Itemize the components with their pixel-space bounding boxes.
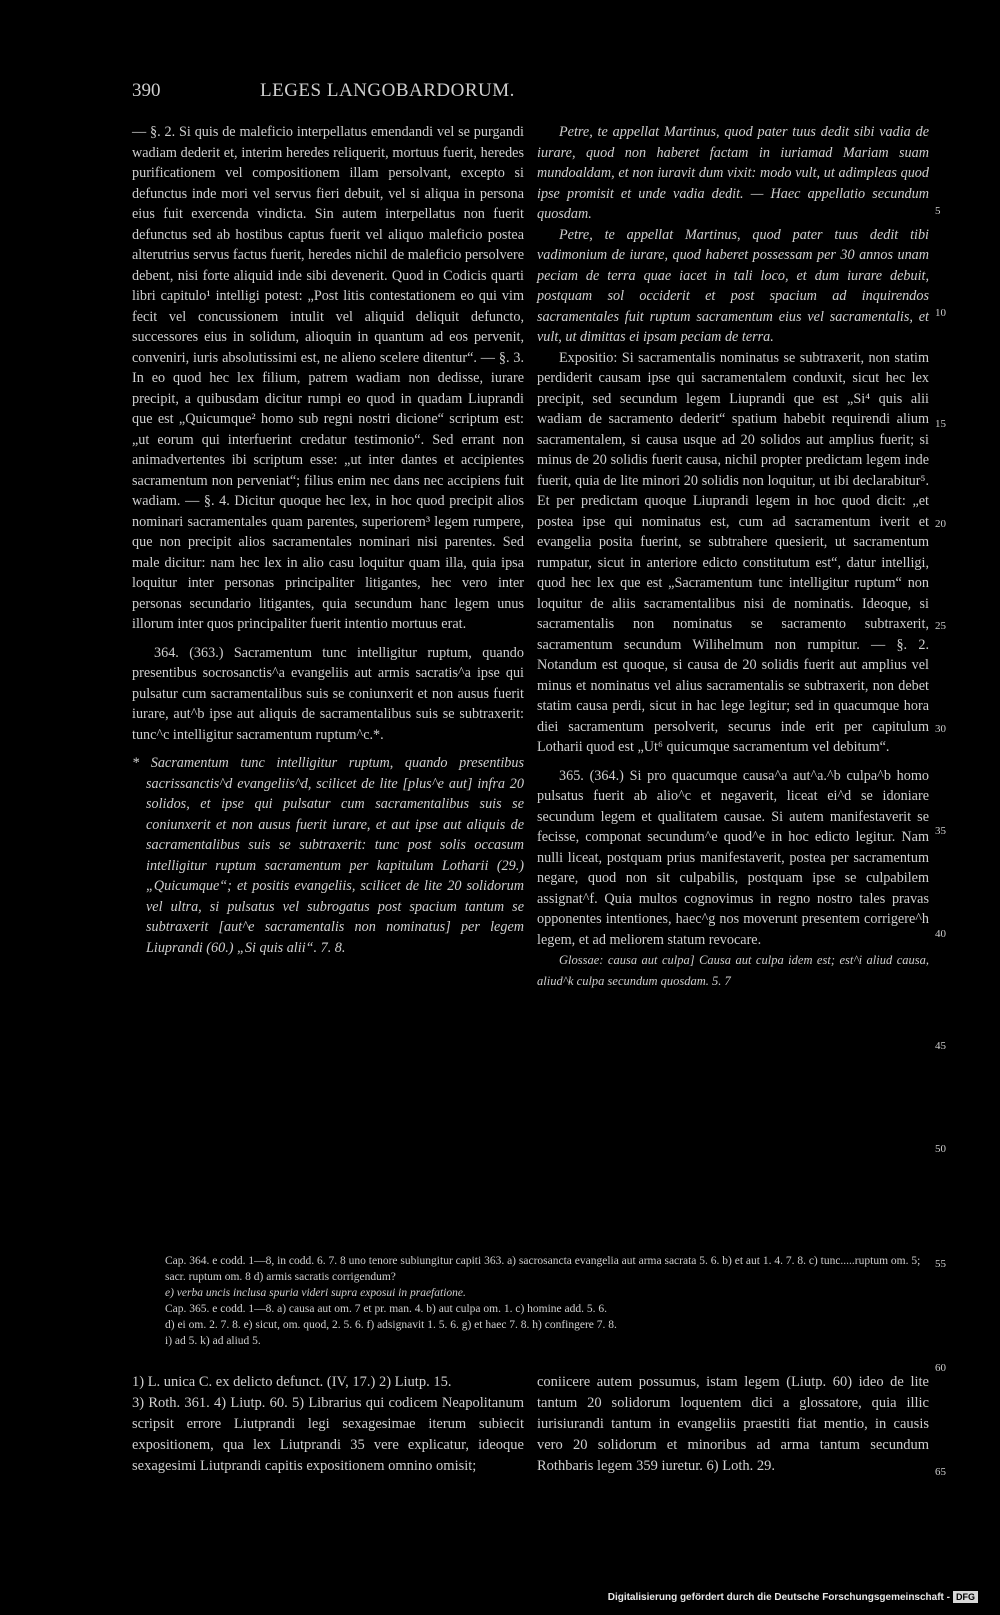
- left-column: [132, 122, 524, 958]
- footnote: coniicere autem possumus, istam legem (Liutp. 60) ideo de lite tantum 20 solidorum loquentem dici a glossatore, quia illic iurisiurandi tantum in evangeliis praestiti fiat mentio, in causis vero 20 solidorum et minoribus ad arma tantum secundum Rothbaris legem 359 iuretur. 6) Loth. 29.: [537, 1374, 929, 1474]
- variant-note: Cap. 364. e codd. 1—8, in codd. 6. 7. 8 uno tenore subiungitur capiti 363. a) sacrosancta evangelia aut arma sacrata 5. 6. b) et aut 1. 4. 7. 8. c) tunc.....ruptum om. 5; sacr. ruptum om. 8 d) armis sacratis corrigendum?: [165, 1255, 921, 1283]
- margin-line-number: 60: [935, 1362, 946, 1374]
- running-title: LEGES LANGOBARDORUM.: [260, 80, 515, 101]
- formula-1: Petre, te appellat Martinus, quod pater tuus dedit sibi vadia de iurare, quod non haberet factam in iuriamad Mariam suam mundoaldam, et non iuravit dum vixit: modo vult, ut adimpleas quod ipse promisit et unde vadia dedit. — Haec appellatio secundum quosdam.: [537, 124, 929, 222]
- margin-line-number: 50: [935, 1143, 946, 1155]
- variant-note: e) verba uncis inclusa spuria videri supra exposui in praefatione.: [165, 1287, 466, 1299]
- footnotes-right: [537, 1372, 929, 1477]
- margin-line-number: 55: [935, 1258, 946, 1270]
- margin-line-number: 45: [935, 1040, 946, 1052]
- margin-line-number: 65: [935, 1466, 946, 1478]
- formula-2: Petre, te appellat Martinus, quod pater tuus dedit tibi vadimonium de iurare, quod haberet possessam per 30 annos unam peciam de terra quae iacet in tali loco, et dum iurare debuit, postquam sol occiderit et post spacium ad inquirendos sacramentales fuit ruptum sacramentum eius vel sacramentalis, et vult, ut dimittas ei ipsam peciam de terra.: [537, 226, 929, 345]
- variant-note: Cap. 365. e codd. 1—8. a) causa aut om. 7 et pr. man. 4. b) aut culpa om. 1. c) homine add. 5. 6.: [165, 1303, 608, 1315]
- variant-readings: [165, 1253, 925, 1349]
- footnote: 3) Roth. 361. 4) Liutp. 60. 5) Librarius qui codicem Neapolitanum scripsit errore Liutprandi legi sexagesimae iterum subiecit expositionem, qua lex Liutprandi 35 vere explicatur, ideoque sexagesimi Liutprandi capitis expositionem omnino omisit;: [132, 1395, 524, 1474]
- credit-text: Digitalisierung gefördert durch die Deutsche Forschungsgemeinschaft -: [607, 1592, 950, 1603]
- dfg-logo: DFG: [953, 1591, 978, 1603]
- chapter-364-note: * Sacramentum tunc intelligitur ruptum, quando presentibus sacrissanctis^d evangeliis^d, scilicet de lite [plus^e aut] infra 20 solidos, et ipse qui pulsatur cum sacramentalibus suis se coniunxerit et non ausus fuerit iurare, et aut ipse aut aliquis de sacramentalibus suis se subtraxerit: tunc post solis occasum intelligitur ruptum sacramentum per kapitulum Lotharii (29.) „Quicumque“; et positis evangeliis, scilicet de lite 20 solidorum vel ultra, si pulsatus vel subrogatus post spacium tantum se subtraxerit [aut^e sacramentalis non nominatus] per legem Liuprandi (60.) „Si quis alii“. 7. 8.: [132, 755, 524, 956]
- variant-note: i) ad 5. k) ad aliud 5.: [165, 1335, 261, 1347]
- page-header: [132, 80, 655, 104]
- chapter-364-text: 364. (363.) Sacramentum tunc intelligitur ruptum, quando presentibus socrosanctis^a evangeliis aut armis sacratis^a ipse qui pulsatur cum sacramentalibus suis se coniunxerit et non ausus fuerit iurare, aut^b ipse aut aliquis de sacramentalibus suis se subtraxerit: tunc^c intelligitur sacramentum ruptum^c.*.: [132, 644, 524, 743]
- glossae: Glossae: causa aut culpa] Causa aut culpa idem est; est^i aliud causa, aliud^k culpa secundum quosdam. 5. 7: [537, 953, 929, 988]
- variant-note: d) ei om. 2. 7. 8. e) sicut, om. quod, 2. 5. 6. f) adsignavit 1. 5. 6. g) et haec 7. 8. h) confingere 7. 8.: [165, 1319, 617, 1331]
- margin-line-number: 10: [935, 307, 946, 319]
- right-column: [537, 122, 929, 991]
- expositio: Expositio: Si sacramentalis nominatus se subtraxerit, non statim perdiderit causam ipse qui sacramentalem conduxit, sicut hec lex precipit, sed secundum legem Liuprandi que est „Si⁴ quis alii wadiam de sacramento dederit“ spatium habebit requirendi alium sacramentalem, si causa usque ad 20 solidos aut amplius fuerit; si minus de 20 solidis fuerit causa, nichil propter predictam legem inde fuerit, quia de lite minori 20 solidis non loquitur, ut ibi declarabitur⁵. Et per predictam quoque Liuprandi legem in hoc quod dicit: „et postea ipse qui nominatus est, cum ad sacramentum iverit et evangelia posita fuerint, se subtrahere quesierit, ut sacramentum rumpatur, sicut in anteriore edicto constitutum est“, datur intelligi, quod hec lex que est „Sacramentum tunc intelligitur ruptum“ non loquitur de aliis sacramentalibus nisi de nominatis. Ideoque, si sacramentalis non nominatus se sacramento subtraxerit, sacramentum secundum Wilihelmum non rumpitur. — §. 2. Notandum est quoque, si causa de 20 solidis fuerit aut amplius vel minus et nominatus vel alius sacramentalis se subtraxerit, non debet statim causa perdi, sicut in hac lege legitur; sed in quacumque hora diei sacramentum persolverit, securus inde erit per capitulum Lotharii quod est „Ut⁶ quicumque sacramentum vel debitum“.: [537, 349, 929, 755]
- margin-line-number: 25: [935, 620, 946, 632]
- page-number: 390: [132, 80, 161, 101]
- footnotes-left: [132, 1372, 524, 1477]
- digitization-credit: [608, 1591, 978, 1603]
- margin-line-number: 20: [935, 518, 946, 530]
- margin-line-number: 35: [935, 825, 946, 837]
- margin-line-number: 30: [935, 723, 946, 735]
- margin-line-number: 15: [935, 418, 946, 430]
- margin-line-number: 5: [935, 205, 941, 217]
- footnote: 1) L. unica C. ex delicto defunct. (IV, 17.) 2) Liutp. 15.: [132, 1374, 452, 1390]
- chapter-365-text: 365. (364.) Si pro quacumque causa^a aut^a.^b culpa^b homo pulsatus fuerit ab alio^c et negaverit, liceat ei^d se idoniare secundum legem et qualitatem causae. Si autem manifestaverit se fecisse, componat secundum^e quod^e in hoc edicto legitur. Nam nulli liceat, postquam prius manifestaverit, postea per sacramentum negare, quod non sit culpabilis, postquam ipse se culpabilem assignat^f. Quia multos cognovimus in regno nostro tales pravas opponentes intentiones, haec^g nos moverunt presentem corrigere^h legem, et ad meliorem statum revocare.: [537, 767, 929, 948]
- left-paragraph-1: — §. 2. Si quis de maleficio interpellatus emendandi vel se purgandi wadiam dederit et, interim heredes reliquerit, mortuus fuerit, heredes purificationem vel compositionem illam persolvant, excepto si defunctus inde mori vel servus fieri debuit, vel si aliqua in persona eius fuit exercenda vindicta. Sin autem interpellatus non fuerit defunctus sed ab hostibus captus fuerit vel aliquo maleficio postea alterutrius servus factus fuerit, heredes nichil de maleficio persolvere debent, nisi forte aliquid inde sibi devenerit. Quod in Codicis quarti libri capitulo¹ intelligi potest: „Post litis contestationem eo qui vim fecit vel concussionem intulit vel aliquid deliquit defuncto, successores eius in solidum, alioquin in quantum ad eos pervenit, conveniri, iuris absolutissimi est, ne alieno scelere ditentur“. — §. 3. In eo quod hec lex filium, patrem wadiam non dedisse, iurare precipit, a quibusdam dicitur rumpi eo quod in quadam Liuprandi que est „Quicumque² homo sub regni nostri dicione“ scriptum est: „ut eorum qui interfuerint credatur testimonio“. Sed errant non animadvertentes ibi scriptum esse: „ut inter dantes et accipientes sacramentum non perveniat“; filius enim nec dans nec accipiens fuit wadiam. — §. 4. Dicitur quoque hec lex, in hoc quod precipit alios nominari sacramentales quam parentes, superiorem³ legem rumpere, que non precipit alios sacramentales nominari nisi parentes. Sed male dicitur: nam hec lex in alio casu loquitur quam illa, quia ipsa loquitur inter personas principaliter litigantes, hec vero inter personas secundario litigantes, quia secundum hanc legem unus illorum inter quos principaliter fuerit intentio mortuus erat.: [132, 124, 524, 632]
- margin-line-number: 40: [935, 928, 946, 940]
